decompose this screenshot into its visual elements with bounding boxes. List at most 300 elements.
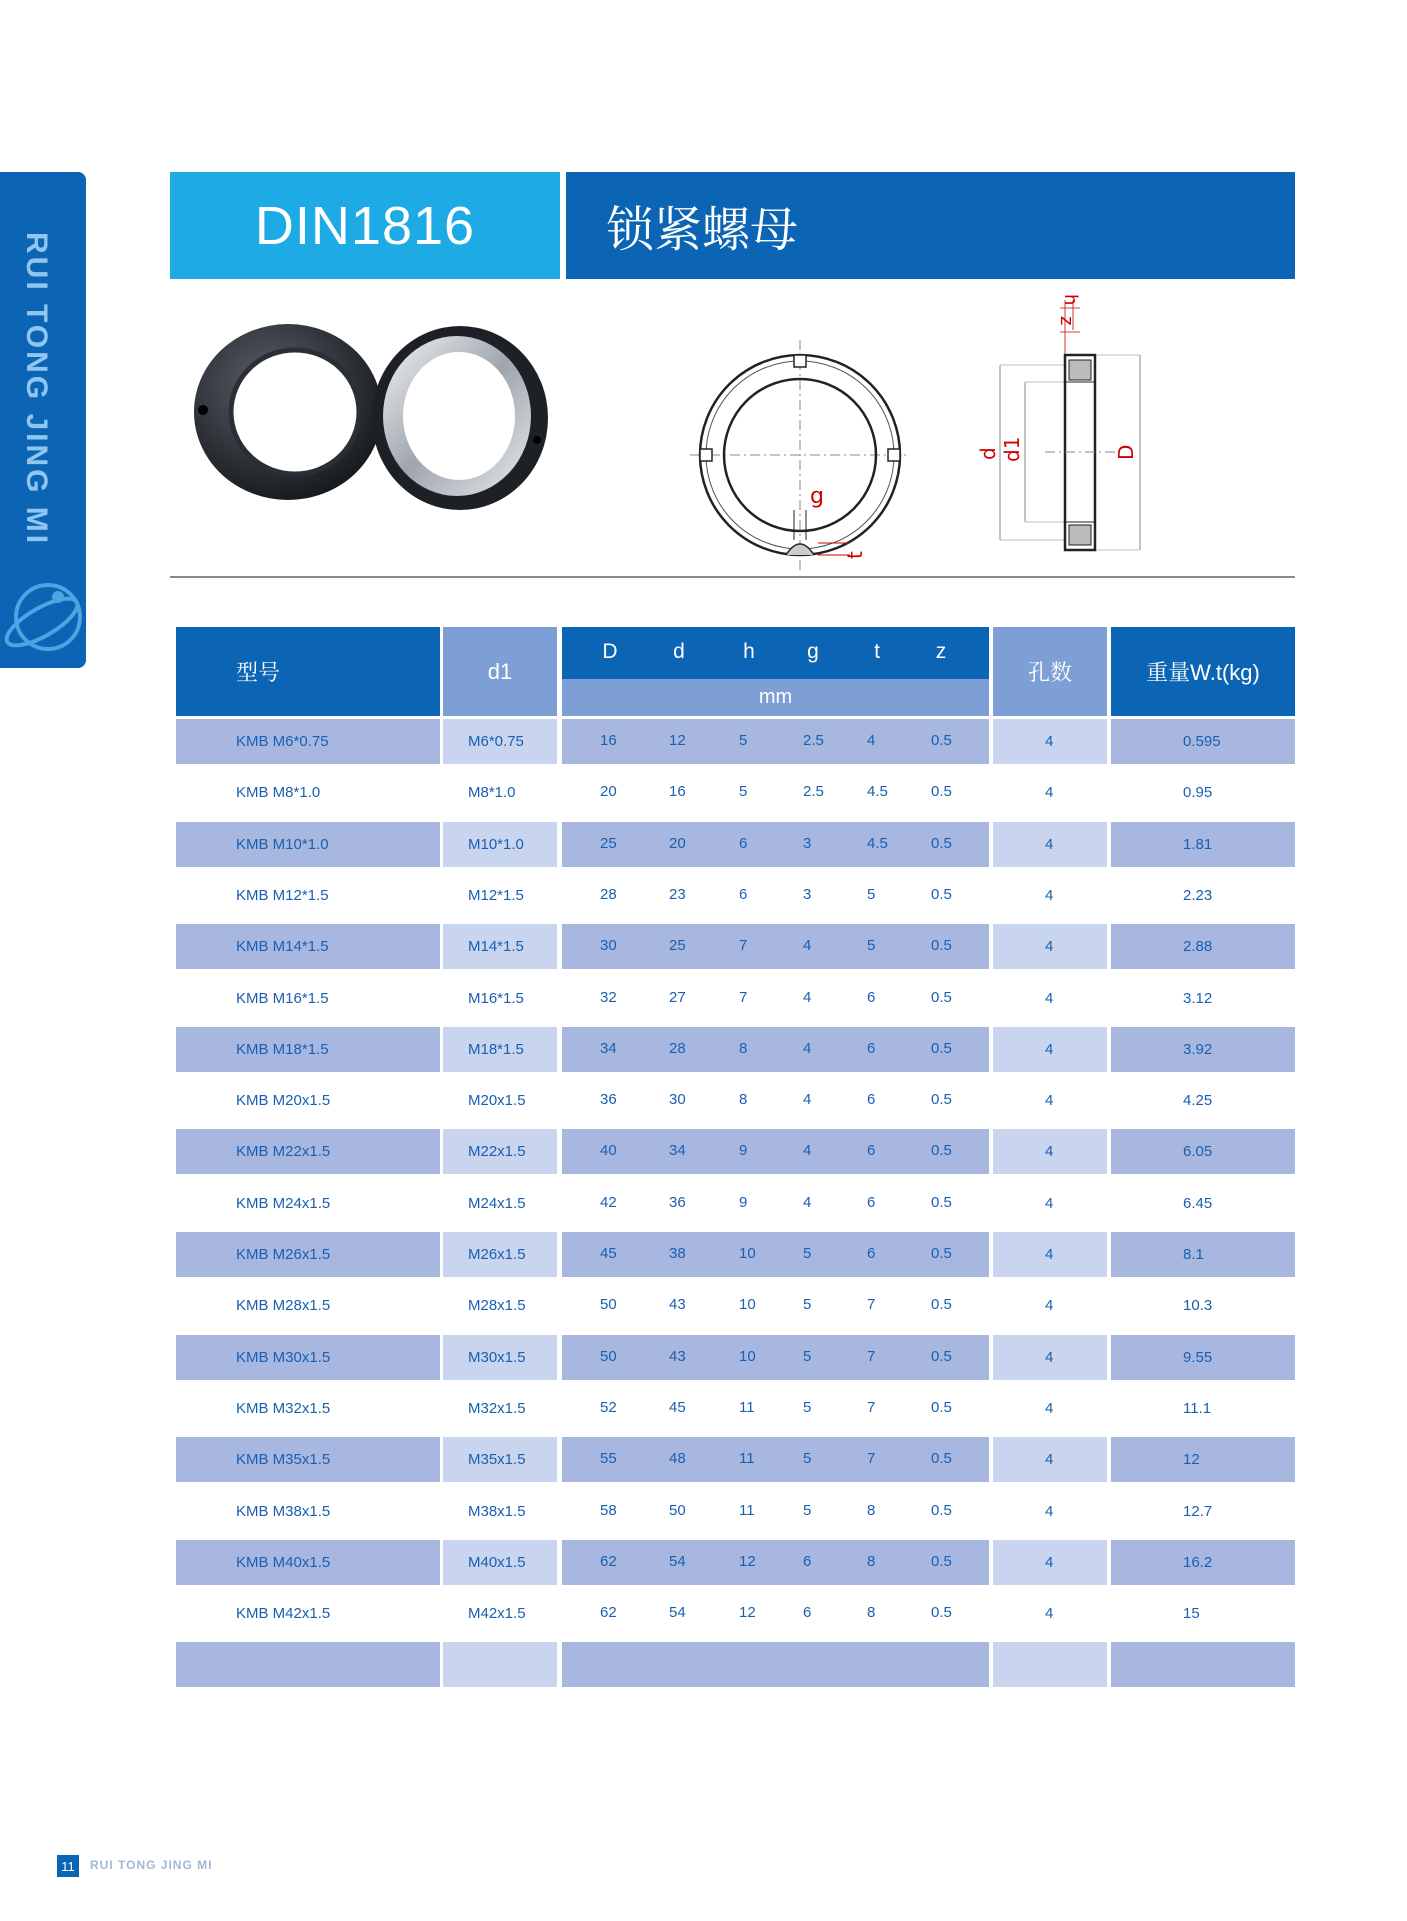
table-cell-bg bbox=[443, 1283, 557, 1328]
table-cell: 5 bbox=[739, 732, 748, 749]
table-cell: M16*1.5 bbox=[468, 989, 524, 1007]
table-cell-bg bbox=[1111, 924, 1295, 969]
table-cell-bg bbox=[443, 1437, 557, 1482]
table-cell-bg bbox=[1111, 1129, 1295, 1174]
table-cell: KMB M22x1.5 bbox=[236, 1143, 331, 1161]
table-cell: 4 bbox=[1045, 784, 1054, 802]
table-cell: 0.5 bbox=[931, 1039, 952, 1057]
table-cell: 52 bbox=[600, 1398, 617, 1416]
table-cell: KMB M12*1.5 bbox=[236, 886, 329, 904]
table-cell: 45 bbox=[600, 1245, 617, 1262]
table-cell-bg bbox=[176, 719, 440, 764]
table-cell-bg bbox=[562, 1027, 989, 1072]
table-cell: 6 bbox=[867, 1193, 876, 1211]
table-cell-bg bbox=[993, 1078, 1107, 1123]
table-cell: 12 bbox=[1183, 1451, 1200, 1469]
table-cell: M6*0.75 bbox=[468, 733, 524, 750]
table-cell-bg bbox=[993, 976, 1107, 1021]
table-cell-bg bbox=[993, 1181, 1107, 1226]
table-cell: 4 bbox=[1045, 1348, 1054, 1366]
table-cell: M22x1.5 bbox=[468, 1143, 526, 1161]
table-cell: 6 bbox=[739, 885, 748, 903]
table-cell: 10 bbox=[739, 1347, 756, 1365]
table-cell: 16 bbox=[600, 732, 617, 749]
table-cell: 8 bbox=[867, 1501, 876, 1519]
table-cell: KMB M8*1.0 bbox=[236, 784, 321, 802]
header-weight: 重量W.t(kg) bbox=[1111, 627, 1295, 716]
table-cell: M8*1.0 bbox=[468, 784, 516, 802]
table-cell: M42x1.5 bbox=[468, 1605, 526, 1623]
table-cell: 2.5 bbox=[803, 783, 824, 801]
label-d: d bbox=[976, 447, 1000, 460]
table-cell: 12.7 bbox=[1183, 1502, 1213, 1520]
table-cell: 27 bbox=[669, 988, 686, 1006]
header-g: g bbox=[807, 640, 819, 663]
side-tab bbox=[0, 172, 86, 668]
table-cell: M18*1.5 bbox=[468, 1040, 524, 1058]
table-cell: 16.2 bbox=[1183, 1553, 1213, 1571]
table-cell: 7 bbox=[867, 1450, 876, 1468]
table-cell-bg bbox=[1111, 873, 1295, 918]
table-cell: M32x1.5 bbox=[468, 1399, 526, 1417]
table-cell: 4 bbox=[1045, 1246, 1054, 1263]
table-cell: 3.92 bbox=[1183, 1040, 1213, 1058]
product-photo bbox=[185, 300, 565, 540]
table-cell-bg bbox=[176, 770, 440, 815]
footer-brand: RUI TONG JING MI bbox=[90, 1858, 213, 1872]
header-d: d bbox=[673, 640, 685, 663]
table-cell: 4 bbox=[1045, 1502, 1054, 1520]
table-cell-bg bbox=[1111, 1642, 1295, 1687]
section-divider bbox=[170, 576, 1295, 578]
table-cell: 6.05 bbox=[1183, 1143, 1213, 1161]
table-cell: 5 bbox=[803, 1296, 812, 1314]
table-cell: 12 bbox=[739, 1604, 756, 1622]
table-cell-bg bbox=[562, 1642, 989, 1687]
table-cell: 8.1 bbox=[1183, 1246, 1204, 1263]
table-cell-bg bbox=[176, 1283, 440, 1328]
table-cell-bg bbox=[443, 1078, 557, 1123]
table-cell-bg bbox=[443, 1335, 557, 1380]
table-cell: KMB M38x1.5 bbox=[236, 1502, 331, 1520]
label-h: h bbox=[1060, 294, 1081, 306]
table-cell: 6 bbox=[867, 1091, 876, 1109]
table-cell-bg bbox=[176, 1386, 440, 1431]
table-cell: 0.5 bbox=[931, 1501, 952, 1519]
table-cell-bg bbox=[176, 1027, 440, 1072]
table-cell: 34 bbox=[600, 1039, 617, 1057]
table-cell-bg bbox=[443, 976, 557, 1021]
table-cell: 6 bbox=[739, 834, 748, 852]
table-cell: 50 bbox=[600, 1296, 617, 1314]
table-cell: 4 bbox=[1045, 1553, 1054, 1571]
table-cell-bg bbox=[176, 1335, 440, 1380]
table-cell: 4 bbox=[803, 988, 812, 1006]
table-cell-bg bbox=[176, 1129, 440, 1174]
table-cell: 4 bbox=[1045, 938, 1054, 956]
table-cell: 7 bbox=[867, 1347, 876, 1365]
table-cell-bg bbox=[176, 1489, 440, 1534]
table-cell: 0.5 bbox=[931, 1347, 952, 1365]
table-cell: 10.3 bbox=[1183, 1297, 1213, 1315]
label-t: t bbox=[843, 551, 867, 559]
table-cell-bg bbox=[443, 1540, 557, 1585]
table-cell-bg bbox=[443, 1181, 557, 1226]
table-cell: 0.5 bbox=[931, 783, 952, 801]
table-cell: 12 bbox=[669, 732, 686, 749]
table-cell: 9.55 bbox=[1183, 1348, 1213, 1366]
table-cell: 10 bbox=[739, 1245, 756, 1262]
table-cell-bg bbox=[1111, 1181, 1295, 1226]
table-cell: KMB M24x1.5 bbox=[236, 1194, 331, 1212]
table-cell-bg bbox=[176, 873, 440, 918]
header-t: t bbox=[874, 640, 880, 663]
table-cell-bg bbox=[562, 1181, 989, 1226]
table-cell-bg bbox=[443, 924, 557, 969]
table-cell: 30 bbox=[600, 937, 617, 955]
table-cell-bg bbox=[176, 976, 440, 1021]
table-cell: 4.25 bbox=[1183, 1092, 1213, 1110]
table-cell-bg bbox=[443, 822, 557, 867]
table-cell: 8 bbox=[739, 1039, 748, 1057]
table-cell: 3 bbox=[803, 885, 812, 903]
table-cell-bg bbox=[1111, 1591, 1295, 1636]
table-cell-bg bbox=[993, 1027, 1107, 1072]
table-cell: 43 bbox=[669, 1347, 686, 1365]
table-cell-bg bbox=[443, 1642, 557, 1687]
table-cell: 0.95 bbox=[1183, 784, 1213, 802]
table-cell-bg bbox=[993, 873, 1107, 918]
table-cell-bg bbox=[1111, 1232, 1295, 1277]
table-cell: 62 bbox=[600, 1552, 617, 1570]
table-cell-bg bbox=[562, 1591, 989, 1636]
table-cell: 7 bbox=[867, 1398, 876, 1416]
table-cell: 10 bbox=[739, 1296, 756, 1314]
table-cell: 4 bbox=[1045, 1092, 1054, 1110]
table-cell: 58 bbox=[600, 1501, 617, 1519]
table-cell: 0.5 bbox=[931, 834, 952, 852]
table-cell: 4.5 bbox=[867, 783, 888, 801]
table-cell: 0.5 bbox=[931, 1091, 952, 1109]
table-cell: 5 bbox=[739, 783, 748, 801]
table-cell-bg bbox=[1111, 1386, 1295, 1431]
table-cell-bg bbox=[1111, 1335, 1295, 1380]
table-cell-bg bbox=[562, 1386, 989, 1431]
label-z: z bbox=[1056, 316, 1077, 326]
table-cell: 23 bbox=[669, 885, 686, 903]
table-cell-bg bbox=[562, 1232, 989, 1277]
table-cell: M30x1.5 bbox=[468, 1348, 526, 1366]
table-cell: 0.5 bbox=[931, 732, 952, 749]
table-cell: 3.12 bbox=[1183, 989, 1213, 1007]
side-brand-text: RUI TONG JING MI bbox=[20, 232, 53, 547]
table-cell: 28 bbox=[600, 885, 617, 903]
table-cell: 40 bbox=[600, 1142, 617, 1160]
table-cell-bg bbox=[993, 1283, 1107, 1328]
table-cell: 0.5 bbox=[931, 1296, 952, 1314]
table-cell-bg bbox=[993, 719, 1107, 764]
table-cell-bg bbox=[176, 1540, 440, 1585]
table-cell: 2.5 bbox=[803, 732, 824, 749]
table-cell: 4 bbox=[803, 1091, 812, 1109]
table-cell-bg bbox=[562, 1283, 989, 1328]
table-cell-bg bbox=[1111, 976, 1295, 1021]
table-cell: 6 bbox=[803, 1604, 812, 1622]
table-cell: 5 bbox=[867, 885, 876, 903]
table-cell: M10*1.0 bbox=[468, 835, 524, 853]
table-cell-bg bbox=[993, 1232, 1107, 1277]
label-D: D bbox=[1114, 444, 1138, 460]
table-cell: 0.5 bbox=[931, 1398, 952, 1416]
table-cell: 34 bbox=[669, 1142, 686, 1160]
table-cell-bg bbox=[443, 1386, 557, 1431]
table-cell-bg bbox=[562, 1078, 989, 1123]
table-cell-bg bbox=[993, 1642, 1107, 1687]
table-cell: 4 bbox=[1045, 1194, 1054, 1212]
table-cell: 0.5 bbox=[931, 885, 952, 903]
table-cell: M24x1.5 bbox=[468, 1194, 526, 1212]
table-cell: KMB M20x1.5 bbox=[236, 1092, 331, 1110]
table-cell-bg bbox=[1111, 1078, 1295, 1123]
table-cell-bg bbox=[1111, 1437, 1295, 1482]
label-d1: d1 bbox=[1000, 436, 1024, 462]
table-cell-bg bbox=[993, 1540, 1107, 1585]
header-z: z bbox=[935, 640, 947, 663]
table-cell: 5 bbox=[803, 1501, 812, 1519]
table-cell: 6 bbox=[867, 988, 876, 1006]
table-cell: 0.5 bbox=[931, 1450, 952, 1468]
table-cell-bg bbox=[1111, 1489, 1295, 1534]
side-view-drawing bbox=[955, 290, 1155, 560]
table-cell: 36 bbox=[600, 1091, 617, 1109]
header-unit: mm bbox=[562, 679, 989, 716]
table-cell: M20x1.5 bbox=[468, 1092, 526, 1110]
table-cell: 4 bbox=[1045, 886, 1054, 904]
table-cell-bg bbox=[562, 873, 989, 918]
table-cell: 4 bbox=[1045, 1040, 1054, 1058]
table-cell-bg bbox=[993, 924, 1107, 969]
table-cell-bg bbox=[443, 1027, 557, 1072]
table-cell: 4 bbox=[1045, 1143, 1054, 1161]
table-cell: 4 bbox=[1045, 835, 1054, 853]
table-cell: M28x1.5 bbox=[468, 1297, 526, 1315]
brand-logo-icon bbox=[0, 567, 86, 668]
table-cell: 6 bbox=[867, 1039, 876, 1057]
table-cell: 6 bbox=[867, 1142, 876, 1160]
table-cell: 8 bbox=[867, 1552, 876, 1570]
table-cell-bg bbox=[1111, 1283, 1295, 1328]
table-cell: KMB M14*1.5 bbox=[236, 938, 329, 956]
table-cell: 5 bbox=[803, 1347, 812, 1365]
table-cell-bg bbox=[562, 1437, 989, 1482]
table-cell: 48 bbox=[669, 1450, 686, 1468]
table-cell: 4 bbox=[1045, 1399, 1054, 1417]
table-cell: 9 bbox=[739, 1142, 748, 1160]
table-cell-bg bbox=[1111, 770, 1295, 815]
table-cell-bg bbox=[562, 976, 989, 1021]
table-cell-bg bbox=[562, 719, 989, 764]
table-cell: M40x1.5 bbox=[468, 1553, 526, 1571]
table-cell: 42 bbox=[600, 1193, 617, 1211]
header-D: D bbox=[602, 640, 618, 663]
table-cell-bg bbox=[443, 1232, 557, 1277]
product-code: DIN1816 bbox=[170, 172, 560, 279]
page-number: 11 bbox=[57, 1855, 79, 1877]
table-cell: 38 bbox=[669, 1245, 686, 1262]
table-cell: 62 bbox=[600, 1604, 617, 1622]
table-cell: 11.1 bbox=[1183, 1399, 1212, 1417]
table-cell: 0.5 bbox=[931, 937, 952, 955]
label-g: g bbox=[810, 484, 824, 509]
table-cell-bg bbox=[993, 1489, 1107, 1534]
table-cell: KMB M18*1.5 bbox=[236, 1040, 329, 1058]
table-cell-bg bbox=[993, 1129, 1107, 1174]
table-cell-bg bbox=[443, 873, 557, 918]
table-cell: 1.81 bbox=[1183, 835, 1213, 853]
table-cell: 5 bbox=[803, 1245, 812, 1262]
table-cell-bg bbox=[176, 1181, 440, 1226]
table-cell: 0.5 bbox=[931, 988, 952, 1006]
table-cell-bg bbox=[443, 770, 557, 815]
table-cell: 16 bbox=[669, 783, 686, 801]
table-cell: KMB M26x1.5 bbox=[236, 1246, 331, 1263]
table-cell: KMB M10*1.0 bbox=[236, 835, 329, 853]
table-cell: 4 bbox=[1045, 1297, 1054, 1315]
table-cell-bg bbox=[176, 924, 440, 969]
header-holes: 孔数 bbox=[993, 627, 1107, 716]
table-cell: 54 bbox=[669, 1604, 686, 1622]
table-cell: M26x1.5 bbox=[468, 1246, 526, 1263]
table-cell: 0.5 bbox=[931, 1604, 952, 1622]
table-cell: 4 bbox=[1045, 989, 1054, 1007]
table-cell-bg bbox=[176, 1078, 440, 1123]
table-cell: 45 bbox=[669, 1398, 686, 1416]
table-cell: M38x1.5 bbox=[468, 1502, 526, 1520]
table-cell-bg bbox=[993, 822, 1107, 867]
table-cell-bg bbox=[562, 770, 989, 815]
table-cell-bg bbox=[176, 822, 440, 867]
table-cell: 4 bbox=[1045, 1451, 1054, 1469]
table-cell: 54 bbox=[669, 1552, 686, 1570]
table-cell: 50 bbox=[669, 1501, 686, 1519]
table-cell-bg bbox=[1111, 822, 1295, 867]
header-model: 型号 bbox=[176, 627, 440, 716]
table-cell: M35x1.5 bbox=[468, 1451, 526, 1469]
table-cell-bg bbox=[443, 719, 557, 764]
table-cell: 4 bbox=[803, 1039, 812, 1057]
table-cell-bg bbox=[562, 822, 989, 867]
table-cell: 8 bbox=[739, 1091, 748, 1109]
table-cell: 5 bbox=[867, 937, 876, 955]
table-cell: 0.5 bbox=[931, 1193, 952, 1211]
table-cell-bg bbox=[176, 1437, 440, 1482]
table-cell-bg bbox=[993, 770, 1107, 815]
table-cell: 32 bbox=[600, 988, 617, 1006]
table-cell: KMB M32x1.5 bbox=[236, 1399, 331, 1417]
table-cell: 0.5 bbox=[931, 1552, 952, 1570]
table-cell-bg bbox=[176, 1232, 440, 1277]
product-title: 锁紧螺母 bbox=[566, 172, 1295, 279]
table-cell: M12*1.5 bbox=[468, 886, 524, 904]
table-cell: 4 bbox=[803, 1142, 812, 1160]
table-cell-bg bbox=[993, 1591, 1107, 1636]
table-cell: 20 bbox=[600, 783, 617, 801]
table-cell-bg bbox=[993, 1386, 1107, 1431]
table-cell: KMB M6*0.75 bbox=[236, 733, 329, 750]
table-cell: KMB M42x1.5 bbox=[236, 1605, 331, 1623]
header-d1: d1 bbox=[443, 627, 557, 716]
table-cell: 15 bbox=[1183, 1605, 1200, 1623]
table-cell: 20 bbox=[669, 834, 686, 852]
table-cell-bg bbox=[176, 1642, 440, 1687]
table-cell: 43 bbox=[669, 1296, 686, 1314]
table-cell: M14*1.5 bbox=[468, 938, 524, 956]
table-cell-bg bbox=[562, 924, 989, 969]
table-cell-bg bbox=[1111, 1540, 1295, 1585]
table-cell: 0.5 bbox=[931, 1142, 952, 1160]
table-cell: 0.595 bbox=[1183, 733, 1221, 750]
table-cell: 7 bbox=[867, 1296, 876, 1314]
table-cell: 11 bbox=[739, 1398, 755, 1416]
table-cell: 4 bbox=[1045, 733, 1054, 750]
table-cell: KMB M35x1.5 bbox=[236, 1451, 331, 1469]
table-cell-bg bbox=[176, 1591, 440, 1636]
table-cell: 4 bbox=[803, 937, 812, 955]
table-cell: KMB M16*1.5 bbox=[236, 989, 329, 1007]
table-cell: 6 bbox=[867, 1245, 876, 1262]
table-cell-bg bbox=[562, 1129, 989, 1174]
table-cell: 7 bbox=[739, 937, 748, 955]
header-h: h bbox=[743, 640, 755, 663]
table-cell: 4 bbox=[1045, 1605, 1054, 1623]
front-view-drawing bbox=[680, 335, 920, 575]
table-cell: 5 bbox=[803, 1398, 812, 1416]
table-cell: 28 bbox=[669, 1039, 686, 1057]
table-cell-bg bbox=[1111, 1027, 1295, 1072]
table-cell: 2.23 bbox=[1183, 886, 1213, 904]
table-cell-bg bbox=[443, 1591, 557, 1636]
table-cell: 25 bbox=[669, 937, 686, 955]
table-cell: 2.88 bbox=[1183, 938, 1213, 956]
table-cell: 3 bbox=[803, 834, 812, 852]
table-cell: 9 bbox=[739, 1193, 748, 1211]
table-cell: 25 bbox=[600, 834, 617, 852]
table-cell: 50 bbox=[600, 1347, 617, 1365]
table-cell: 36 bbox=[669, 1193, 686, 1211]
table-cell: 55 bbox=[600, 1450, 617, 1468]
table-cell: 6 bbox=[803, 1552, 812, 1570]
table-cell: 11 bbox=[739, 1450, 755, 1468]
table-cell: 11 bbox=[739, 1501, 755, 1519]
table-cell: 0.5 bbox=[931, 1245, 952, 1262]
table-cell: 12 bbox=[739, 1552, 756, 1570]
table-cell: 4.5 bbox=[867, 834, 888, 852]
table-cell: KMB M40x1.5 bbox=[236, 1553, 331, 1571]
table-cell: KMB M30x1.5 bbox=[236, 1348, 331, 1366]
table-cell-bg bbox=[562, 1489, 989, 1534]
table-cell-bg bbox=[443, 1129, 557, 1174]
table-cell-bg bbox=[993, 1335, 1107, 1380]
table-cell: 8 bbox=[867, 1604, 876, 1622]
table-cell-bg bbox=[562, 1540, 989, 1585]
table-cell-bg bbox=[1111, 719, 1295, 764]
table-cell: 30 bbox=[669, 1091, 686, 1109]
table-cell: KMB M28x1.5 bbox=[236, 1297, 331, 1315]
table-cell: 7 bbox=[739, 988, 748, 1006]
table-cell-bg bbox=[443, 1489, 557, 1534]
table-cell: 4 bbox=[867, 732, 876, 749]
table-cell-bg bbox=[993, 1437, 1107, 1482]
